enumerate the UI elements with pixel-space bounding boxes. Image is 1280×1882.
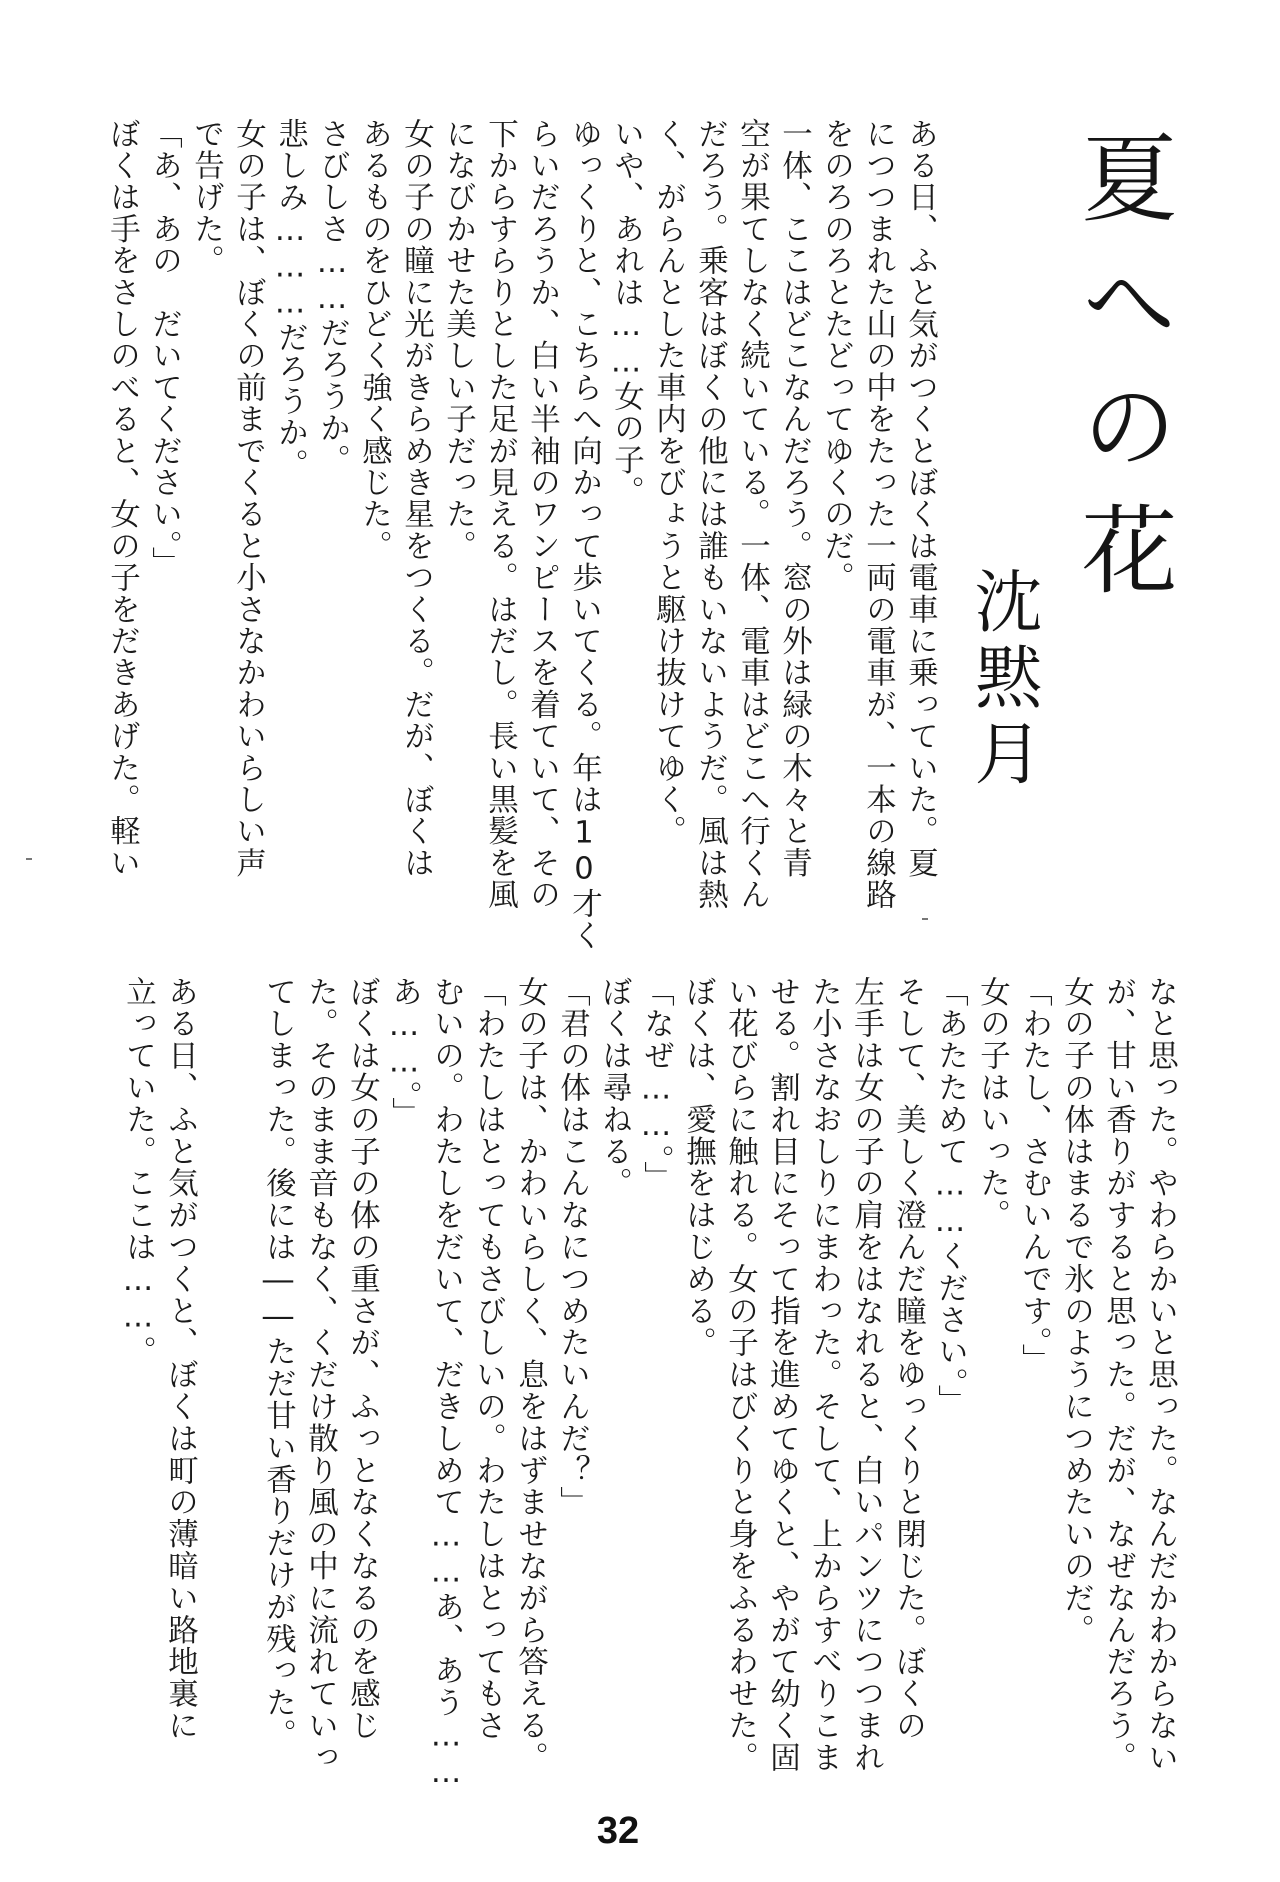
text-column: い花びらに触れる。女の子はびくりと身をふるわせた。 bbox=[722, 976, 758, 1774]
text-column: く、がらんとした車内をびょうと駆け抜けてゆく。 bbox=[650, 118, 686, 848]
text-column: で告げた。 bbox=[188, 118, 224, 277]
text-column: 女の子は、かわいらしく、息をはずませながら答える。 bbox=[512, 976, 548, 1774]
text-column: だろう。乗客はぼくの他には誰もいないようだ。風は熱 bbox=[692, 118, 728, 911]
text-column: いや、あれは……女の子。 bbox=[608, 118, 644, 508]
text-column: あ……。」 bbox=[386, 976, 422, 1130]
text-column: らいだろうか、白い半袖のワンピースを着ていて、その bbox=[524, 118, 560, 911]
scan-speck bbox=[26, 858, 32, 860]
text-column: 「あ、あの だいてください。」 bbox=[146, 118, 182, 579]
text-column: 女の子は、ぼくの前までくると小さなかわいらしい声 bbox=[230, 118, 266, 879]
text-column: そして、美しく澄んだ瞳をゆっくりと閉じた。ぼくの bbox=[890, 976, 926, 1742]
text-column: 女の子の瞳に光がきらめき星をつくる。だが、ぼくは bbox=[398, 118, 434, 879]
text-column: た。そのまま音もなく、くだけ散り風の中に流れていっ bbox=[302, 976, 338, 1774]
text-column: につつまれた山の中をたった一両の電車が、一本の線路 bbox=[860, 118, 896, 911]
text-column: ぼくは、愛撫をはじめる。 bbox=[680, 976, 716, 1359]
text-column: ある日、ふと気がつくとぼくは電車に乗っていた。夏 bbox=[902, 118, 938, 879]
text-column: になびかせた美しい子だった。 bbox=[440, 118, 476, 562]
text-column: 一体、ここはどこなんだろう。窓の外は緑の木々と青 bbox=[776, 118, 812, 879]
text-column: が、甘い香りがすると思った。だが、なぜなんだろう。 bbox=[1100, 976, 1136, 1774]
story-title: 夏への花 bbox=[1066, 128, 1178, 624]
text-column: あるものをひどく強く感じた。 bbox=[356, 118, 392, 562]
text-column: 悲しみ………だろうか。 bbox=[272, 118, 308, 481]
text-column: 下からすらりとした足が見える。はだし。長い黒髪を風 bbox=[482, 118, 518, 911]
text-column: た小さなおしりにまわった。そして、上からすべりこま bbox=[806, 976, 842, 1774]
text-column: ぼくは尋ねる。 bbox=[596, 976, 632, 1200]
author-name: 沈黙月 bbox=[963, 566, 1042, 794]
text-column: てしまった。後には――ただ甘い香りだけが残った。 bbox=[260, 976, 296, 1751]
text-column: 女の子はいった。 bbox=[974, 976, 1010, 1232]
text-column: 「あたためて……ください。」 bbox=[932, 976, 968, 1417]
text-column: 「君の体はこんなにつめたいんだ？」 bbox=[554, 976, 590, 1519]
text-column: さびしさ……だろうか。 bbox=[314, 118, 350, 476]
page-number: 32 bbox=[596, 1810, 640, 1852]
text-column: ぼくは手をさしのべると、女の子をだきあげた。軽い bbox=[104, 118, 140, 879]
text-column: 立っていた。ここは……。 bbox=[120, 976, 156, 1368]
text-column: 「なぜ……。」 bbox=[638, 976, 674, 1194]
text-column: せる。割れ目にそって指を進めてゆくと、やがて幼く固 bbox=[764, 976, 800, 1774]
text-column: むいの。わたしをだいて、だきしめて……あ、あう…… bbox=[428, 976, 464, 1792]
text-column: 「わたし、さむいんです。」 bbox=[1016, 976, 1052, 1376]
text-column: ある日、ふと気がつくと、ぼくは町の薄暗い路地裏に bbox=[162, 976, 198, 1742]
text-column: 女の子の体はまるで氷のようにつめたいのだ。 bbox=[1058, 976, 1094, 1646]
text-column: 「わたしはとってもさびしいの。わたしはとってもさ bbox=[470, 976, 506, 1742]
text-column: 左手は女の子の肩をはなれると、白いパンツにつつまれ bbox=[848, 976, 884, 1774]
text-column: ゆっくりと、こちらへ向かって歩いてくる。年は10才く bbox=[566, 118, 602, 952]
text-column: なと思った。やわらかいと思った。なんだかわからない bbox=[1142, 976, 1178, 1774]
text-column: 空が果てしなく続いている。一体、電車はどこへ行くん bbox=[734, 118, 770, 911]
text-column: をのろのろとたどってゆくのだ。 bbox=[818, 118, 854, 594]
text-column: ぼくは女の子の体の重さが、ふっとなくなるのを感じ bbox=[344, 976, 380, 1742]
scan-speck bbox=[922, 918, 928, 920]
